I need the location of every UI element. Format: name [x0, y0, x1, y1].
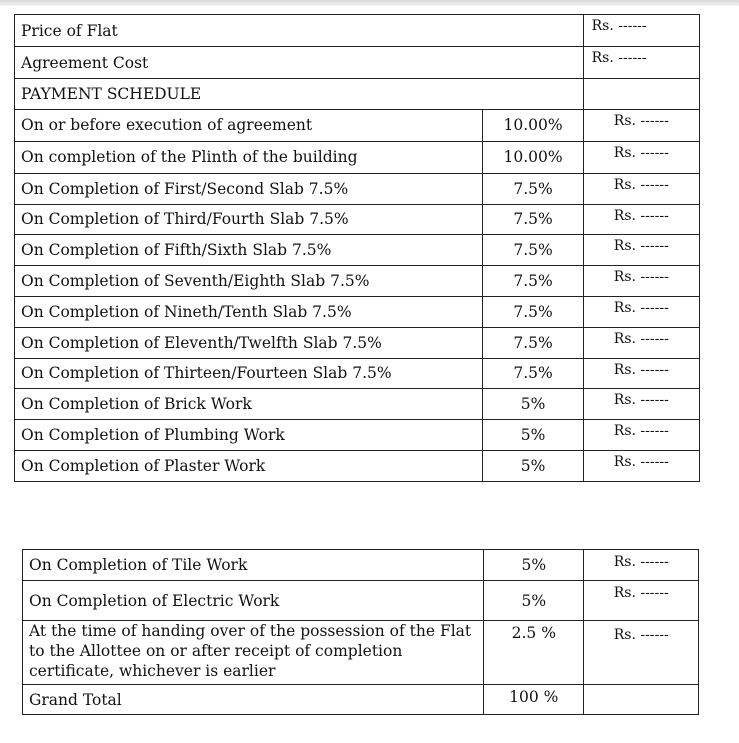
grand-total-amount	[584, 685, 699, 715]
schedule-percent: 10.00%	[483, 141, 583, 173]
table-row	[15, 450, 700, 481]
schedule-label: On Completion of Thirteen/Fourteen Slab 7.5%	[15, 358, 483, 389]
schedule-percent: 5%	[483, 420, 583, 451]
schedule-amount: Rs. ------	[583, 358, 699, 389]
schedule-amount: Rs. ------	[583, 327, 699, 358]
table-row	[23, 685, 699, 715]
grand-total-percent: 100 %	[484, 685, 584, 715]
table-row	[15, 266, 700, 297]
table-row	[15, 420, 700, 451]
table-row	[15, 141, 700, 173]
schedule-label: On Completion of Tile Work	[23, 550, 484, 581]
table-row	[15, 47, 700, 79]
schedule-label: On Completion of First/Second Slab 7.5%	[15, 173, 483, 204]
schedule-amount: Rs. ------	[583, 450, 699, 481]
schedule-amount: Rs. ------	[583, 173, 699, 204]
table-row	[15, 109, 700, 141]
schedule-label: On Completion of Plumbing Work	[15, 420, 483, 451]
payment-schedule-continuation-table	[22, 549, 699, 715]
possession-label: At the time of handing over of the possession of the Flat to the Allottee on or after receipt of completion certificate, whichever is earlier	[23, 621, 484, 685]
table-row	[15, 327, 700, 358]
schedule-label: On Completion of Eleventh/Twelfth Slab 7.5%	[15, 327, 483, 358]
schedule-label: On Completion of Brick Work	[15, 389, 483, 420]
table-row	[15, 173, 700, 204]
table-row	[23, 621, 699, 685]
table-row	[15, 15, 700, 47]
table-row	[15, 389, 700, 420]
schedule-percent: 10.00%	[483, 109, 583, 141]
schedule-percent: 5%	[484, 550, 584, 581]
agreement-cost-label: Agreement Cost	[15, 47, 584, 79]
payment-schedule-amount-empty	[583, 79, 699, 110]
schedule-amount: Rs. ------	[583, 296, 699, 327]
schedule-label: On or before execution of agreement	[15, 109, 483, 141]
schedule-amount: Rs. ------	[583, 141, 699, 173]
payment-schedule-heading: PAYMENT SCHEDULE	[15, 79, 584, 110]
schedule-percent: 2.5 %	[484, 621, 584, 685]
schedule-percent: 7.5%	[483, 358, 583, 389]
grand-total-label: Grand Total	[23, 685, 484, 715]
schedule-amount: Rs. ------	[583, 420, 699, 451]
schedule-percent: 5%	[484, 581, 584, 621]
price-of-flat-amount: Rs. ------	[583, 15, 699, 47]
schedule-amount: Rs. ------	[584, 550, 699, 581]
schedule-amount: Rs. ------	[583, 266, 699, 297]
schedule-percent: 7.5%	[483, 204, 583, 235]
schedule-percent: 7.5%	[483, 266, 583, 297]
schedule-amount: Rs. ------	[583, 389, 699, 420]
table-row	[15, 296, 700, 327]
schedule-amount: Rs. ------	[583, 204, 699, 235]
table-row	[23, 550, 699, 581]
schedule-amount: Rs. ------	[584, 581, 699, 621]
schedule-percent: 5%	[483, 389, 583, 420]
price-of-flat-label: Price of Flat	[15, 15, 584, 47]
schedule-label: On Completion of Plaster Work	[15, 450, 483, 481]
schedule-percent: 7.5%	[483, 173, 583, 204]
schedule-label: On Completion of Nineth/Tenth Slab 7.5%	[15, 296, 483, 327]
schedule-label: On Completion of Third/Fourth Slab 7.5%	[15, 204, 483, 235]
schedule-label: On Completion of Electric Work	[23, 581, 484, 621]
schedule-amount: Rs. ------	[584, 621, 699, 685]
schedule-amount: Rs. ------	[583, 235, 699, 266]
table-row	[15, 235, 700, 266]
schedule-percent: 7.5%	[483, 296, 583, 327]
schedule-amount: Rs. ------	[583, 109, 699, 141]
agreement-cost-amount: Rs. ------	[583, 47, 699, 79]
schedule-percent: 7.5%	[483, 327, 583, 358]
table-row	[15, 204, 700, 235]
schedule-percent: 5%	[483, 450, 583, 481]
schedule-label: On Completion of Seventh/Eighth Slab 7.5%	[15, 266, 483, 297]
payment-schedule-table	[14, 14, 700, 482]
table-row	[15, 79, 700, 110]
table-row	[23, 581, 699, 621]
schedule-label: On Completion of Fifth/Sixth Slab 7.5%	[15, 235, 483, 266]
viewer-top-edge	[0, 0, 739, 6]
schedule-percent: 7.5%	[483, 235, 583, 266]
table-row	[15, 358, 700, 389]
schedule-label: On completion of the Plinth of the building	[15, 141, 483, 173]
